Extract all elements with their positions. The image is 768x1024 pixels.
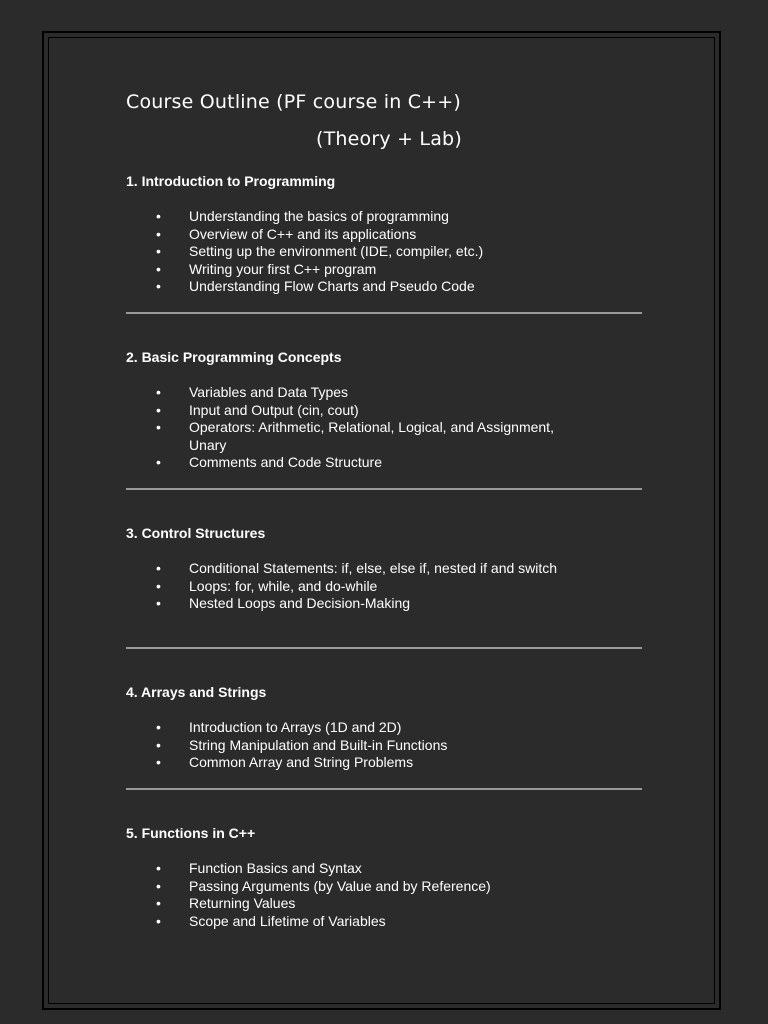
topic-text: Nested Loops and Decision-Making [189,595,411,612]
topic-text: Introduction to Arrays (1D and 2D) [189,719,402,735]
topic-text: Conditional Statements: if, else, else if, nested if and switch [189,560,558,576]
topic-list [126,719,646,772]
topic-text: Writing your first C++ program [189,260,377,277]
topic-item [126,560,646,578]
topic-item [126,243,646,261]
section-heading: 3. Control Structures [126,525,266,541]
bullet-icon: • [156,384,161,400]
topic-text: Returning Values [189,895,296,912]
bullet-icon: • [156,577,161,594]
bullet-icon: • [156,860,161,876]
topic-item [126,261,646,279]
topic-item [126,578,646,596]
topic-item [126,737,646,755]
section-divider [126,788,642,790]
topic-list [126,384,646,472]
topic-text: Understanding Flow Charts and Pseudo Code [189,278,475,295]
topic-text: Understanding the basics of programming [189,208,449,224]
topic-text: Loops: for, while, and do-while [189,577,378,594]
topic-item [126,419,646,454]
topic-item [126,895,646,913]
bullet-icon: • [156,719,161,735]
section-heading: 2. Basic Programming Concepts [126,349,342,365]
topic-item [126,878,646,896]
section-functions-in-cpp [126,825,646,930]
topic-item [126,208,646,226]
section-introduction-to-programming [126,173,646,296]
topic-text: Common Array and String Problems [189,754,414,771]
topic-text: Comments and Code Structure [189,454,382,471]
section-divider [126,647,642,649]
bullet-icon: • [156,736,161,753]
topic-text: Passing Arguments (by Value and by Reference) [189,877,491,894]
topic-item [126,402,646,420]
topic-text: Operators: Arithmetic, Relational, Logical, and Assignment, Unary [189,419,554,453]
topic-text: Setting up the environment (IDE, compiler, etc.) [189,243,484,260]
topic-text: Scope and Lifetime of Variables [189,912,386,929]
section-heading: 4. Arrays and Strings [126,684,267,700]
section-arrays-and-strings [126,684,646,772]
topic-text: String Manipulation and Built-in Functions [189,736,448,753]
topic-item [126,595,646,613]
document-subtitle: (Theory + Lab) [316,128,462,150]
topic-item [126,719,646,737]
topic-list [126,560,646,613]
bullet-icon: • [156,895,161,912]
topic-text: Overview of C++ and its applications [189,225,417,242]
topic-item [126,860,646,878]
section-basic-programming-concepts [126,349,646,472]
section-heading: 1. Introduction to Programming [126,173,336,189]
bullet-icon: • [156,401,161,418]
bullet-icon: • [156,208,161,224]
topic-item [126,384,646,402]
bullet-icon: • [156,754,161,771]
section-heading: 5. Functions in C++ [126,825,256,841]
topic-text: Variables and Data Types [189,384,349,400]
document-title: Course Outline (PF course in C++) [126,91,462,113]
section-control-structures [126,525,646,613]
topic-item [126,754,646,772]
topic-list [126,860,646,930]
section-divider [126,312,642,314]
topic-text: Input and Output (cin, cout) [189,401,359,418]
bullet-icon: • [156,877,161,894]
bullet-icon: • [156,225,161,242]
topic-item [126,454,646,472]
topic-text: Function Basics and Syntax [189,860,362,876]
bullet-icon: • [156,912,161,929]
bullet-icon: • [156,243,161,260]
bullet-icon: • [156,278,161,295]
bullet-icon: • [156,560,161,576]
topic-item [126,913,646,931]
bullet-icon: • [156,419,161,436]
bullet-icon: • [156,260,161,277]
topic-item [126,226,646,244]
topic-list [126,208,646,296]
section-divider [126,488,642,490]
bullet-icon: • [156,454,161,471]
topic-item [126,278,646,296]
bullet-icon: • [156,595,161,612]
